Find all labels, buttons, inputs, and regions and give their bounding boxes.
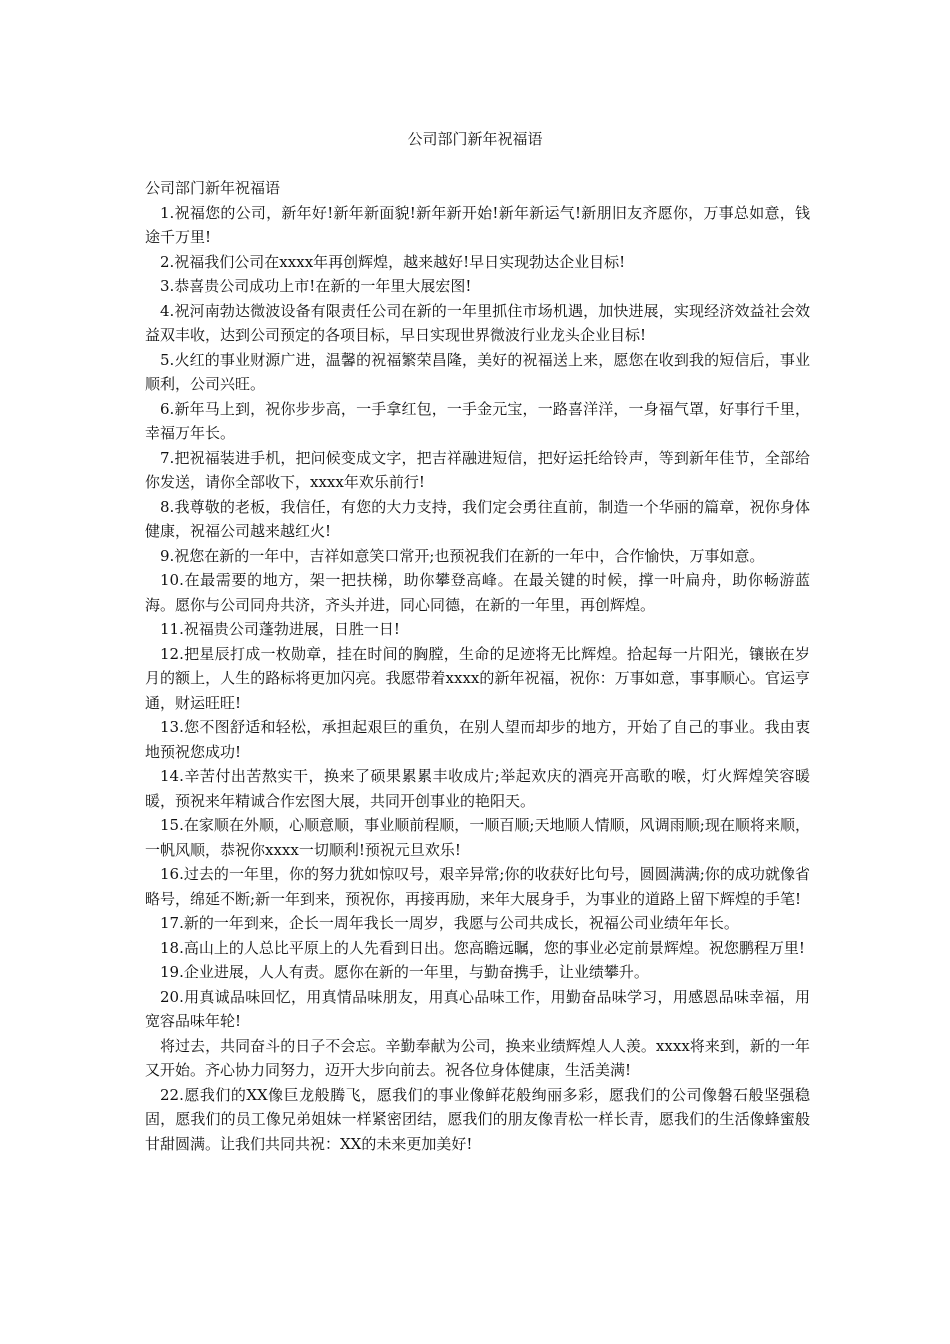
paragraph-19: 19.企业进展，人人有责。愿你在新的一年里，与勤奋携手，让业绩攀升。 <box>160 963 649 981</box>
paragraph-8: 8.我尊敬的老板，我信任，有您的大力支持，我们定会勇往直前，制造一个华丽的篇章，祝你身体健康，祝福公司越来越红火! <box>145 497 810 540</box>
paragraph-21: 将过去，共同奋斗的日子不会忘。辛勤奉献为公司，换来业绩辉煌人人羡。xxxx将来到，新的一年又开始。齐心协力同努力，迈开大步向前去。祝各位身体健康，生活美满! <box>145 1036 810 1079</box>
paragraph-3: 3.恭喜贵公司成功上市!在新的一年里大展宏图! <box>160 277 472 295</box>
paragraph-14: 14.辛苦付出苦熬实干，换来了硕果累累丰收成片;举起欢庆的酒亮开高歌的喉，灯火辉煌笑容暖暖，预祝来年精诚合作宏图大展，共同开创事业的艳阳天。 <box>145 767 810 810</box>
paragraph-7: 7.把祝福装进手机，把问候变成文字，把吉祥融进短信，把好运托给铃声，等到新年佳节，全部给你发送，请你全部收下，xxxx年欢乐前行! <box>145 448 810 491</box>
paragraph-13: 13.您不图舒适和轻松，承担起艰巨的重负，在别人望而却步的地方，开始了自己的事业。我由衷地预祝您成功! <box>145 718 810 761</box>
paragraph-16: 16.过去的一年里，你的努力犹如惊叹号，艰辛异常;你的收获好比句号，圆圆满满;你的成功就像省略号，绵延不断;新一年到来，预祝你，再接再励，来年大展身手，为事业的道路上留下辉煌的手笔! <box>145 865 810 908</box>
paragraph-18: 18.高山上的人总比平原上的人先看到日出。您高瞻远瞩，您的事业必定前景辉煌。祝您鹏程万里! <box>160 938 805 957</box>
paragraph-10: 10.在最需要的地方，架一把扶梯，助你攀登高峰。在最关键的时候，撑一叶扁舟，助你畅游蓝海。愿你与公司同舟共济，齐头并进，同心同德，在新的一年里，再创辉煌。 <box>145 571 810 614</box>
document-body <box>145 176 810 1156</box>
paragraph-9: 9.祝您在新的一年中，吉祥如意笑口常开;也预祝我们在新的一年中，合作愉快，万事如意。 <box>160 546 765 565</box>
paragraph-6: 6.新年马上到，祝你步步高，一手拿红包，一手金元宝，一路喜洋洋，一身福气罩，好事行千里，幸福万年长。 <box>145 399 810 442</box>
paragraph-15: 15.在家顺在外顺，心顺意顺，事业顺前程顺，一顺百顺;天地顺人情顺，风调雨顺;现在顺将来顺，一帆风顺，恭祝你xxxx一切顺利!预祝元旦欢乐! <box>145 816 810 859</box>
paragraph-2: 2.祝福我们公司在xxxx年再创辉煌，越来越好!早日实现勃达企业目标! <box>160 252 626 271</box>
paragraph-22: 22.愿我们的XX像巨龙般腾飞，愿我们的事业像鲜花般绚丽多彩，愿我们的公司像磐石般坚强稳固，愿我们的员工像兄弟姐妹一样紧密团结，愿我们的朋友像青松一样长青，愿我们的生活像蜂蜜般甘甜圆满。让我们共同共祝：XX的未来更加美好! <box>145 1085 810 1153</box>
paragraph-20: 20.用真诚品味回忆，用真情品味朋友，用真心品味工作，用勤奋品味学习，用感恩品味幸福，用宽容品味年轮! <box>145 987 810 1030</box>
paragraph-4: 4.祝河南勃达微波设备有限责任公司在新的一年里抓住市场机遇，加快进展，实现经济效益社会效益双丰收，达到公司预定的各项目标，早日实现世界微波行业龙头企业目标! <box>145 301 810 344</box>
document-subtitle: 公司部门新年祝福语 <box>145 179 281 197</box>
paragraph-5: 5.火红的事业财源广进，温馨的祝福繁荣昌隆，美好的祝福送上来，愿您在收到我的短信后，事业顺利，公司兴旺。 <box>145 350 810 393</box>
paragraph-1: 1.祝福您的公司，新年好!新年新面貌!新年新开始!新年新运气!新朋旧友齐愿你，万事总如意，钱途千万里! <box>145 203 810 246</box>
document-title: 公司部门新年祝福语 <box>407 130 543 148</box>
paragraph-17: 17.新的一年到来，企长一周年我长一周岁，我愿与公司共成长，祝福公司业绩年年长。 <box>160 914 739 932</box>
paragraph-11: 11.祝福贵公司蓬勃进展，日胜一日! <box>160 620 400 638</box>
paragraph-12: 12.把星辰打成一枚勋章，挂在时间的胸膛，生命的足迹将无比辉煌。拾起每一片阳光，镶嵌在岁月的额上，人生的路标将更加闪亮。我愿带着xxxx的新年祝福，祝你：万事如意，事事顺心。官运亨通，财运旺旺! <box>145 644 810 712</box>
